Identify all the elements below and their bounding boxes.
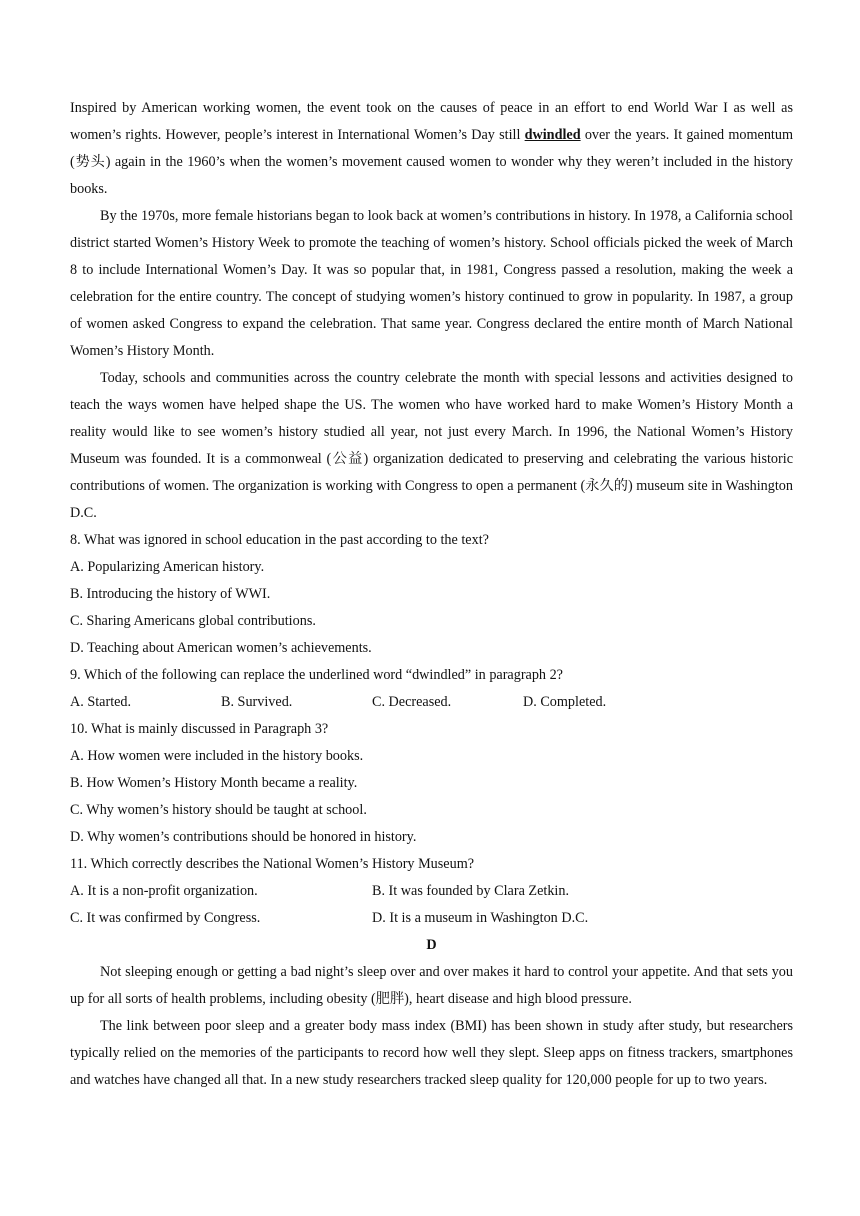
question-9-option-a: A. Started.: [70, 694, 132, 710]
question-11-option-a: A. It is a non-profit organization.: [70, 883, 258, 899]
question-9-stem: 9. Which of the following can replace the underlined word “dwindled” in paragraph 2?: [70, 667, 563, 683]
document-page: [70, 95, 793, 1094]
passage-c-paragraph-2: By the 1970s, more female historians began to look back at women’s contributions in history. In 1978, a California school district started Women’s History Week to promote the teaching of women’s history. School officials picked the week of March 8 to include International Women’s Day. It was so popular that, in 1981, Congress passed a resolution, making the week a celebration for the entire country. The concept of studying women’s history continued to grow in popularity. In 1987, a group of women asked Congress to expand the celebration. That same year. Congress declared the entire month of March National Women’s History Month.: [70, 208, 793, 359]
question-11-options-row-1: [70, 878, 793, 905]
question-10-option-c: C. Why women’s history should be taught at school.: [70, 802, 367, 818]
question-11-stem: 11. Which correctly describes the National Women’s History Museum?: [70, 856, 475, 872]
question-11-option-b: B. It was founded by Clara Zetkin.: [372, 883, 570, 899]
question-8-stem: 8. What was ignored in school education in the past according to the text?: [70, 532, 489, 548]
question-10-option-a: A. How women were included in the history books.: [70, 748, 364, 764]
question-8-option-c: C. Sharing Americans global contributions.: [70, 613, 316, 629]
question-11-option-d: D. It is a museum in Washington D.C.: [372, 910, 589, 926]
question-11-option-c: C. It was confirmed by Congress.: [70, 910, 261, 926]
question-10-stem: 10. What is mainly discussed in Paragraph 3?: [70, 721, 329, 737]
question-8-option-b: B. Introducing the history of WWI.: [70, 586, 271, 602]
p1-text-before: Inspired by American working women, the event took on the causes of peace in an effort to end World War I as well as women’s rights. However, people’s interest in International Women’s Day still: [70, 100, 793, 143]
question-9-options: [70, 689, 793, 716]
question-8-option-a: A. Popularizing American history.: [70, 559, 265, 575]
question-9-option-d: D. Completed.: [523, 694, 607, 710]
passage-c-paragraph-3: Today, schools and communities across the country celebrate the month with special lessons and activities designed to teach the ways women have helped shape the US. The women who have worked hard to make Women’s History Month a reality would like to see women’s history studied all year, not just every March. In 1996, the National Women’s History Museum was founded. It is a commonweal (公益) organization dedicated to preserving and celebrating the various historic contributions of women. The organization is working with Congress to open a permanent (永久的) museum site in Washington D.C.: [70, 370, 793, 521]
question-10-option-d: D. Why women’s contributions should be honored in history.: [70, 829, 417, 845]
question-10-option-b: B. How Women’s History Month became a reality.: [70, 775, 358, 791]
p1-text-after: over the years. It gained momentum (势头) again in the 1960’s when the women’s movement caused women to wonder why they weren’t included in the history books.: [70, 127, 793, 197]
question-11-options-row-2: [70, 905, 793, 932]
underlined-word: dwindled: [524, 127, 581, 143]
question-9-option-c: C. Decreased.: [372, 694, 452, 710]
question-8-option-d: D. Teaching about American women’s achievements.: [70, 640, 372, 656]
passage-c-paragraph-1: [70, 95, 793, 203]
passage-d-paragraph-1: Not sleeping enough or getting a bad night’s sleep over and over makes it hard to control your appetite. And that sets you up for all sorts of health problems, including obesity (肥胖), heart disease and high blood pressure.: [70, 964, 793, 1007]
passage-d-heading: D: [426, 937, 437, 953]
passage-d-paragraph-2: The link between poor sleep and a greater body mass index (BMI) has been shown in study after study, but researchers typically relied on the memories of the participants to record how well they slept. Sleep apps on fitness trackers, smartphones and watches have changed all that. In a new study researchers tracked sleep quality for 120,000 people for up to two years.: [70, 1018, 793, 1088]
question-9-option-b: B. Survived.: [221, 694, 293, 710]
